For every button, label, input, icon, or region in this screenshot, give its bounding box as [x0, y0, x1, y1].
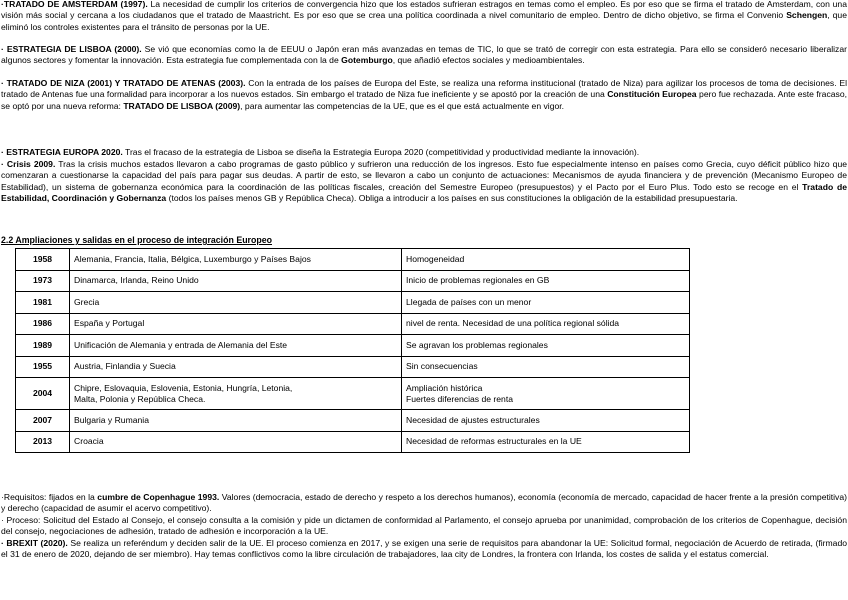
year-cell: 2007 [16, 410, 70, 432]
text-niza-mid: pero fue rechazada. Ante este fracaso, se optó por una nueva reforma: [1, 89, 847, 111]
countries-cell: Austria, Finlandia y Suecia [70, 356, 402, 378]
countries-cell: Croacia [70, 431, 402, 453]
note-line: Fuertes diferencias de renta [406, 393, 514, 404]
countries-cell [70, 378, 402, 410]
note-cell: Homogeneidad [402, 249, 690, 271]
table-row [16, 378, 690, 410]
table-row [16, 431, 690, 453]
table-row [16, 356, 690, 378]
bold-tratado-lisboa: TRATADO DE LISBOA (2009) [123, 100, 241, 111]
table-row [16, 313, 690, 335]
note-cell: Inicio de problemas regionales en GB [402, 270, 690, 292]
year-cell: 2004 [16, 378, 70, 410]
bold-schengen: Schengen [786, 10, 828, 21]
bold-copenhague: cumbre de Copenhague 1993. [97, 492, 220, 502]
countries-cell: Alemania, Francia, Italia, Bélgica, Luxemburgo y Países Bajos [70, 249, 402, 271]
text-lisboa-tail: , que añadió efectos sociales y medioambientales. [392, 55, 585, 66]
text-brexit: Se realiza un referéndum y deciden salir de la UE. El proceso comienza en 2017, y se exigen una serie de requisitos para abandonar la UE: Solicitud formal, negociación de Acuerdo de retirada, (firmado el 31 de enero de 2020, dejando de ser miembro). Hay temas conflictivos como la libre circulación de trabajadores, laa city de Londres, la frontera con Irlanda, los costes de salida y el estatus comercial. [1, 538, 848, 560]
note-cell [402, 378, 690, 410]
table-row [16, 249, 690, 271]
text-niza: Con la entrada de los países de Europa del Este, se realiza una reforma institucional (tratado de Niza) para agilizar los procesos de toma de decisiones. El tratado de Antenas fue una formalidad para incorporar a los nuevos estados. Sin embargo el tratado de Niza fue ineficiente y se apostó por la creación de una [1, 78, 847, 100]
countries-cell: España y Portugal [70, 313, 402, 335]
year-cell: 1958 [16, 249, 70, 271]
table-row [16, 292, 690, 314]
year-cell: 1973 [16, 270, 70, 292]
note-cell: Llegada de países con un menor [402, 292, 690, 314]
text-requisitos-tail: Valores (democracia, estado de derecho y respeto a los derechos humanos), economía (economía de mercado, capacidad de hacer frente a la presión competitiva) y derecho (capacidad de asumir el acervo competitivo). [1, 492, 847, 514]
note-cell: Se agravan los problemas regionales [402, 335, 690, 357]
heading-amsterdam: ·TRATADO DE AMSTERDAM (1997). [1, 0, 148, 9]
note-cell: Necesidad de ajustes estructurales [402, 410, 690, 432]
heading-crisis: · Crisis 2009. [1, 159, 56, 169]
countries-cell: Dinamarca, Irlanda, Reino Unido [70, 270, 402, 292]
paragraph-crisis [1, 159, 847, 204]
year-cell: 2013 [16, 431, 70, 453]
text-requisitos: ·Requisitos: fijados en la [1, 492, 98, 502]
paragraph-europa2020 [1, 147, 847, 158]
heading-europa2020: · ESTRATEGIA EUROPA 2020. [1, 147, 123, 157]
text-amsterdam-tail: , que eliminó los controles existentes para el tránsito de personas por la UE. [1, 10, 847, 32]
note-line: Ampliación histórica [406, 382, 483, 393]
year-cell: 1955 [16, 356, 70, 378]
note-cell: Necesidad de reformas estructurales en la UE [402, 431, 690, 453]
paragraph-brexit [1, 538, 847, 561]
note-cell: Sin consecuencias [402, 356, 690, 378]
countries-cell: Bulgaria y Rumania [70, 410, 402, 432]
paragraph-amsterdam [1, 0, 847, 33]
table-row [16, 410, 690, 432]
heading-niza: · TRATADO DE NIZA (2001) Y TRATADO DE ATENAS (2003). [1, 78, 246, 88]
bold-gotemburgo: Gotemburgo [341, 55, 393, 66]
countries-cell: Unificación de Alemania y entrada de Alemania del Este [70, 335, 402, 357]
note-cell: nivel de renta. Necesidad de una política regional sólida [402, 313, 690, 335]
table-row [16, 335, 690, 357]
countries-cell: Grecia [70, 292, 402, 314]
text-crisis-tail: (todos los países menos GB y República Checa). Obliga a introducir a los países en sus constituciones la obligación de la estabilidad presupuestaria. [166, 193, 738, 204]
bold-constitucion: Constitución Europea [607, 89, 697, 100]
paragraph-niza [1, 78, 847, 112]
bold-tratado-estabilidad: Tratado de Estabilidad, Coordinación y Gobernanza [1, 181, 847, 204]
paragraph-requisitos [1, 492, 847, 515]
heading-lisboa: · ESTRATEGIA DE LISBOA (2000). [1, 44, 142, 54]
text-crisis: Tras la crisis muchos estados llevaron a cabo programas de gasto público y sufrieron una reducción de los ingresos. Esto fue especialmente intenso en países como Grecia, cuyo déficit público hizo que comenzaran a cuestionarse la capacidad del país para pagar sus deudas. A partir de esto, se llevaron a cabo un conjunto de actuaciones: Mecanismos de ayuda financiera y de prevención (Mecanismo Europeo de Estabilidad), un sistema de gobernanza económica para la coordinación de las políticas fiscales, creación del Semestre Europeo (presupuestos) y el Pacto por el Euro Plus. Todo esto se recoge en el [1, 159, 848, 192]
table-row [16, 270, 690, 292]
heading-brexit: · BREXIT (2020). [1, 538, 68, 548]
countries-line: Malta, Polonia y República Checa. [74, 393, 206, 404]
countries-line: Chipre, Eslovaquia, Eslovenia, Estonia, Hungría, Letonia, [74, 382, 293, 393]
year-cell: 1986 [16, 313, 70, 335]
enlargement-table [15, 248, 690, 453]
text-europa2020: Tras el fracaso de la estrategia de Lisboa se diseña la Estrategia Europa 2020 (competitividad y productividad mediante la innovación). [122, 147, 640, 157]
table-title: 2.2 Ampliaciones y salidas en el proceso de integración Europeo [1, 235, 272, 245]
year-cell: 1989 [16, 335, 70, 357]
text-proceso: · Proceso: Solicitud del Estado al Consejo, el consejo consulta a la comisión y pide un dictamen de conformidad al Parlamento, el consejo aprueba por unanimidad, comprobación de los criterios de Copenhague, decisión del consejo, negociaciones de adhesión, tratado de adhesión e incorporación a la UE. [1, 515, 847, 537]
paragraph-proceso [1, 515, 847, 538]
text-amsterdam: La necesidad de cumplir los criterios de convergencia hizo que los estados sufrieran estragos en temas como el empleo. Es por eso que se firma el tratado de Amsterdam, con una visión más social y cercana a los ciudadanos que el tratado de Maastricht. Es por eso que se crea una política coordinada a nivel comunitario de empleo. Dentro de dicho objetivo, se firma el Convenio [1, 0, 847, 21]
year-cell: 1981 [16, 292, 70, 314]
paragraph-lisboa [1, 44, 847, 67]
text-lisboa: Se vió que economías como la de EEUU o Japón eran más avanzadas en temas de TIC, lo que se trató de corregir con esta estrategia. Para ello se consideró necesario liberalizar algunos sectores y fomentar la innovación. Esta estrategia fue complementada con la de [1, 44, 847, 66]
text-niza-tail: , para aumentar las competencias de la UE, que es el que está actualmente en vigor. [240, 100, 565, 111]
